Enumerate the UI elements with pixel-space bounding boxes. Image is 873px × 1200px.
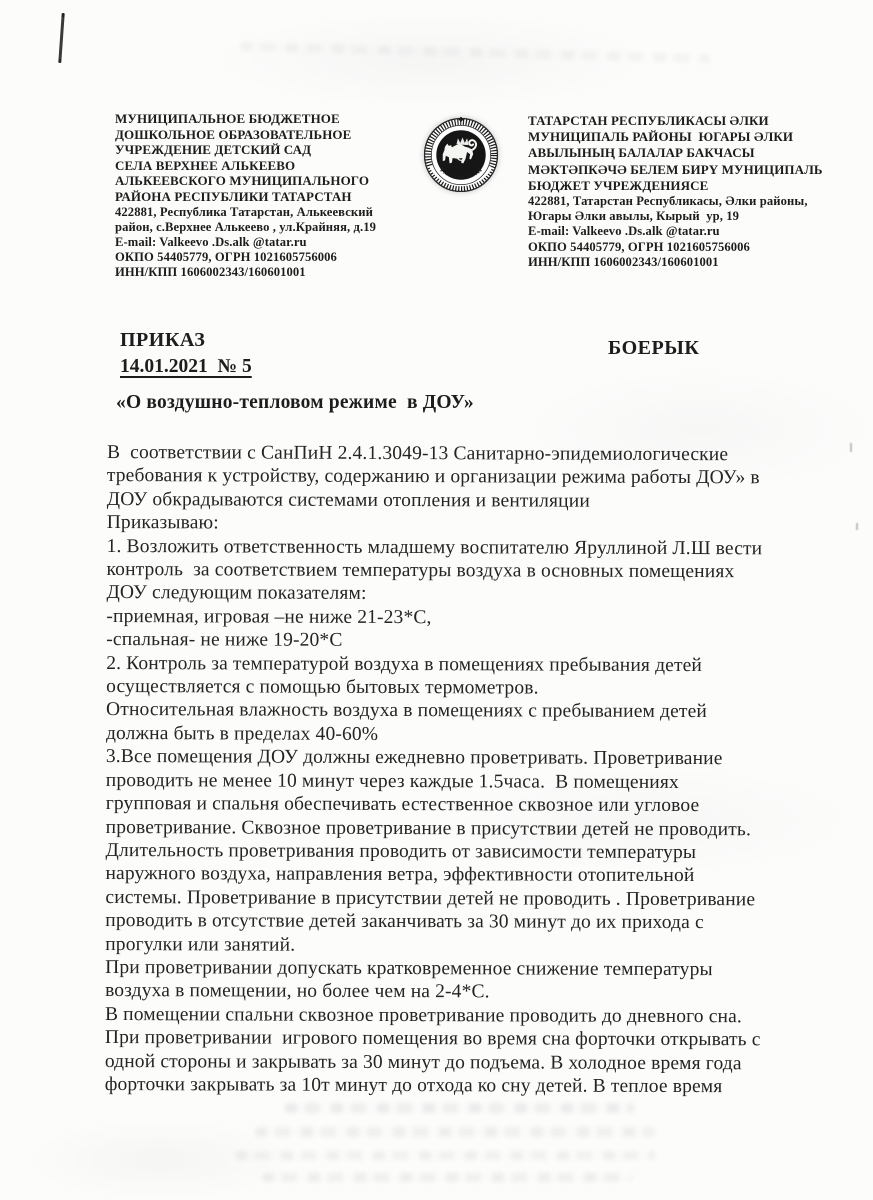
address-line: 422881, Татарстан Республикасы, Әлки районы, — [528, 194, 808, 209]
address-line: E-mail: Valkeevo .Ds.alk @tatar.ru — [528, 224, 720, 239]
body-line: требования к устройству, содержанию и организации режима работы ДОУ» в — [106, 465, 760, 489]
org-name-line: АВЫЛЫНЫҢ БАЛАЛАР БАКЧАСЫ — [528, 145, 755, 161]
seal-caption: ТАТАРСТАН — [437, 166, 485, 182]
body-line: 3.Все помещения ДОУ должны ежедневно проветривать. Проветривание — [105, 746, 723, 770]
body-line: -спальная- не ниже 19-20*С — [106, 629, 343, 652]
org-name-tat — [528, 113, 840, 194]
body-line: ДОУ обкрадываются системами отопления и вентиляции — [106, 488, 590, 512]
body-line: 2. Контроль за температурой воздуха в помещениях пребывания детей — [106, 652, 703, 676]
body-line: воздуха в помещении, но более чем на 2-4*С. — [105, 980, 490, 1003]
body-line: одной стороны и закрывать за 30 минут до подъема. В холодное время года — [104, 1050, 742, 1074]
org-name-line: УЧРЕЖДЕНИЕ ДЕТСКИЙ САД — [115, 142, 312, 158]
address-line: E-mail: Valkeevo .Ds.alk @tatar.ru — [115, 234, 307, 249]
org-name-line: МУНИЦИПАЛЬНОЕ БЮДЖЕТНОЕ — [115, 111, 340, 126]
org-name-line: МӘКТӘПКӘЧӘ БЕЛЕМ БИРҮ МУНИЦИПАЛЬ — [528, 161, 823, 177]
body-line: групповая и спальня обеспечивать естественное сквозное или угловое — [105, 793, 700, 817]
org-name-line: МУНИЦИПАЛЬ РАЙОНЫ ЮГАРЫ ӘЛКИ — [528, 129, 794, 145]
address-line: ОКПО 54405779, ОГРН 1021605756006 — [528, 239, 750, 254]
body-line: прогулки или занятий. — [105, 933, 296, 956]
address-line: ИНН/КПП 1606002343/160601001 — [528, 254, 719, 269]
scan-smudge — [240, 42, 710, 63]
bleed-through-smudge — [235, 1151, 655, 1160]
bleed-through-smudge — [262, 1173, 632, 1182]
org-name-line: СЕЛА ВЕРХНЕЕ АЛЬКЕЕВО — [115, 157, 296, 173]
tatarstan-seal-icon — [423, 117, 499, 193]
bleed-through-smudge — [285, 1103, 635, 1113]
body-line: проветривание. Сквозное проветривание в присутствии детей не проводить. — [105, 816, 752, 840]
org-address-tat — [528, 194, 840, 270]
org-name-line: ДОШКОЛЬНОЕ ОБРАЗОВАТЕЛЬНОЕ — [115, 126, 352, 142]
order-subject: «О воздушно-тепловом режиме в ДОУ» — [116, 392, 474, 413]
body-line: Длительность проветривания проводить от зависимости температуры — [105, 839, 697, 863]
body-line: В соответствии с СанПиН 2.4.1.3049-13 Санитарно-эпидемиологические — [106, 442, 729, 466]
address-line: Югары Әлки авылы, Кырый ур, 19 — [528, 209, 739, 224]
body-line: осуществляется с помощью бытовых термометров. — [106, 676, 539, 699]
letterhead-left — [115, 111, 435, 281]
order-body — [105, 441, 783, 1099]
body-line: В помещении спальни сквозное проветривание проводить до дневного сна. — [104, 1003, 743, 1027]
body-line: форточки закрывать за 10т минут до отхода ко сну детей. В теплое время — [104, 1073, 723, 1098]
body-line: Приказываю: — [106, 512, 219, 534]
address-line: ОКПО 54405779, ОГРН 1021605756006 — [115, 250, 337, 265]
address-line: ИНН/КПП 1606002343/160601001 — [115, 265, 306, 280]
body-line: При проветривании игрового помещения во время сна форточки открывать с — [104, 1027, 761, 1051]
body-line: системы. Проветривание в присутствии детей не проводить . Проветривание — [105, 886, 756, 910]
body-line: наружного воздуха, направления ветра, эффективности отопительной — [105, 863, 695, 887]
order-title-tat: БОЕРЫК — [608, 337, 700, 359]
body-line: должна быть в пределах 40-60% — [105, 722, 379, 745]
address-line: район, с.Верхнее Алькеево , ул.Крайняя, д.19 — [115, 219, 376, 234]
pen-mark-artifact — [58, 13, 64, 63]
org-name-line: БЮДЖЕТ УЧРЕЖДЕНИЯСЕ — [528, 177, 709, 193]
body-line: 1. Возложить ответственность младшему воспитателю Яруллиной Л.Ш вести — [106, 535, 763, 559]
body-line: проводить не менее 10 минут через каждые 1.5часа. В помещениях — [105, 769, 679, 793]
bleed-through-smudge — [255, 1127, 655, 1137]
address-line: 422881, Республика Татарстан, Алькеевский — [115, 204, 373, 219]
tatarstan-emblem — [423, 117, 499, 193]
body-line: -приемная, игровая –не ниже 21-23*С, — [106, 605, 432, 628]
org-name-line: АЛЬКЕЕВСКОГО МУНИЦИПАЛЬНОГО — [115, 173, 370, 189]
body-line: ДОУ следующим показателям: — [106, 582, 367, 605]
scan-speck — [856, 523, 858, 530]
body-line: Относительная влажность воздуха в помещениях с пребыванием детей — [106, 699, 708, 723]
org-address-ru — [115, 205, 435, 281]
org-name-line: РАЙОНА РЕСПУБЛИКИ ТАТАРСТАН — [115, 188, 352, 204]
body-line: проводить в отсутствие детей заканчивать за 30 минут до их прихода с — [105, 910, 704, 934]
letterhead-right — [528, 113, 840, 270]
body-line: При проветривании допускать кратковременное снижение температуры — [105, 956, 713, 981]
org-name-ru — [115, 111, 435, 205]
org-name-line: ТАТАРСТАН РЕСПУБЛИКАСЫ ӘЛКИ — [528, 113, 769, 128]
scan-speck — [850, 443, 852, 452]
order-title-ru: ПРИКАЗ — [120, 329, 206, 351]
order-date-number: 14.01.2021 № 5 — [120, 356, 252, 377]
body-line: контроль за соответствием температуры воздуха в основных помещениях — [106, 559, 735, 583]
